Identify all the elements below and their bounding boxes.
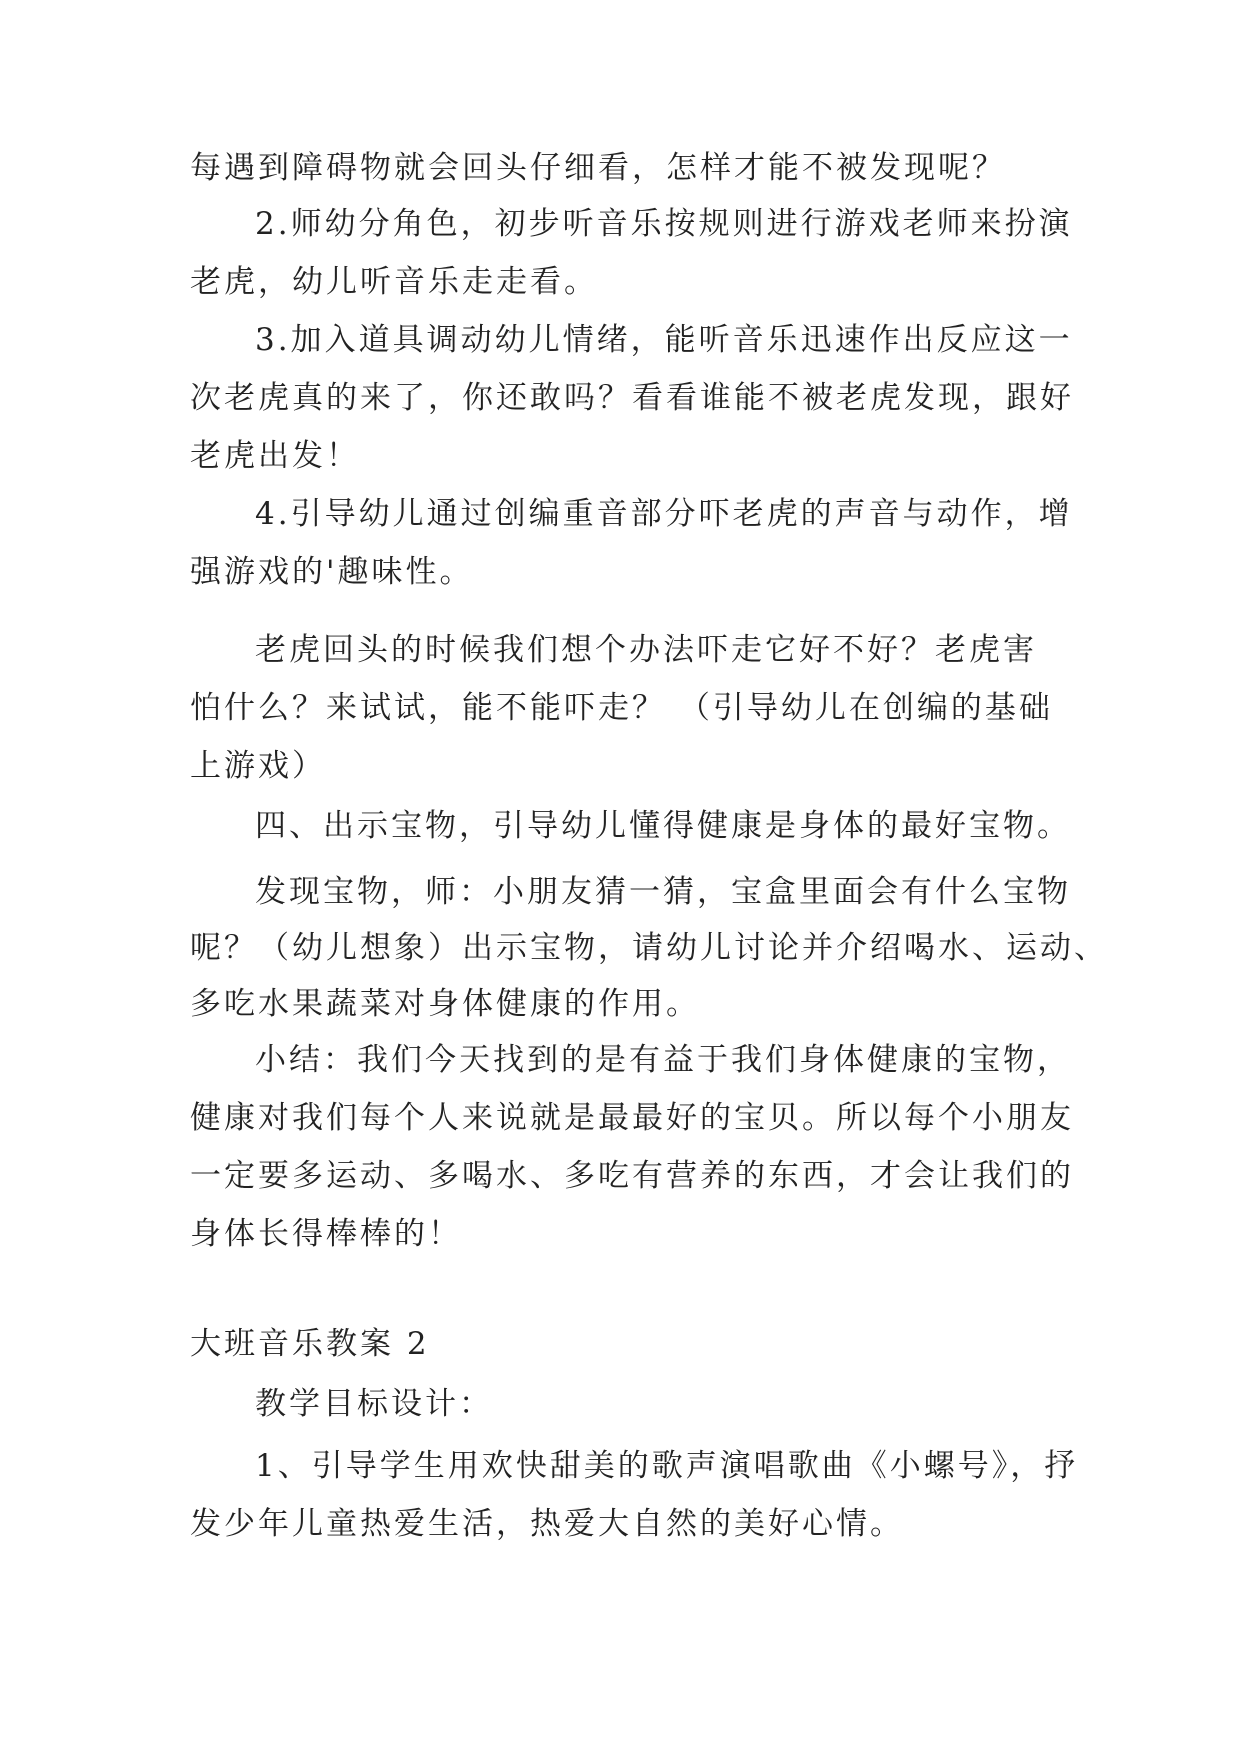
text-line: 健康对我们每个人来说就是最最好的宝贝。所以每个小朋友 bbox=[190, 1100, 1074, 1136]
text-line: 身体长得棒棒的！ bbox=[190, 1216, 462, 1252]
text-line: 发少年儿童热爱生活，热爱大自然的美好心情。 bbox=[190, 1506, 904, 1542]
text-line: 怕什么？来试试，能不能吓走？ （引导幼儿在创编的基础 bbox=[190, 690, 1053, 726]
text-line: 呢？（幼儿想象）出示宝物，请幼儿讨论并介绍喝水、运动、 bbox=[190, 930, 1108, 966]
text-line: 老虎出发！ bbox=[190, 438, 360, 474]
text-line: 4.引导幼儿通过创编重音部分吓老虎的声音与动作，增 bbox=[255, 496, 1073, 532]
text-line: 次老虎真的来了，你还敢吗？看看谁能不被老虎发现，跟好 bbox=[190, 380, 1074, 416]
text-line: 1、引导学生用欢快甜美的歌声演唱歌曲《小螺号》，抒 bbox=[255, 1448, 1079, 1484]
text-line: 上游戏） bbox=[190, 748, 326, 784]
text-line: 强游戏的'趣味性。 bbox=[190, 554, 474, 590]
text-line: 每遇到障碍物就会回头仔细看，怎样才能不被发现呢？ bbox=[190, 150, 1006, 186]
text-line: 教学目标设计： bbox=[255, 1386, 493, 1422]
text-line: 小结：我们今天找到的是有益于我们身体健康的宝物， bbox=[255, 1042, 1071, 1078]
text-line: 老虎，幼儿听音乐走走看。 bbox=[190, 264, 598, 300]
text-line: 2.师幼分角色，初步听音乐按规则进行游戏老师来扮演 bbox=[255, 206, 1073, 242]
text-line: 发现宝物，师：小朋友猜一猜，宝盒里面会有什么宝物 bbox=[255, 874, 1071, 910]
text-line: 老虎回头的时候我们想个办法吓走它好不好？老虎害 bbox=[255, 632, 1037, 668]
section-heading: 大班音乐教案 2 bbox=[190, 1326, 430, 1362]
text-line: 一定要多运动、多喝水、多吃有营养的东西，才会让我们的 bbox=[190, 1158, 1074, 1194]
text-line: 多吃水果蔬菜对身体健康的作用。 bbox=[190, 986, 700, 1022]
text-line: 3.加入道具调动幼儿情绪，能听音乐迅速作出反应这一 bbox=[255, 322, 1073, 358]
text-line: 四、出示宝物，引导幼儿懂得健康是身体的最好宝物。 bbox=[255, 808, 1071, 844]
